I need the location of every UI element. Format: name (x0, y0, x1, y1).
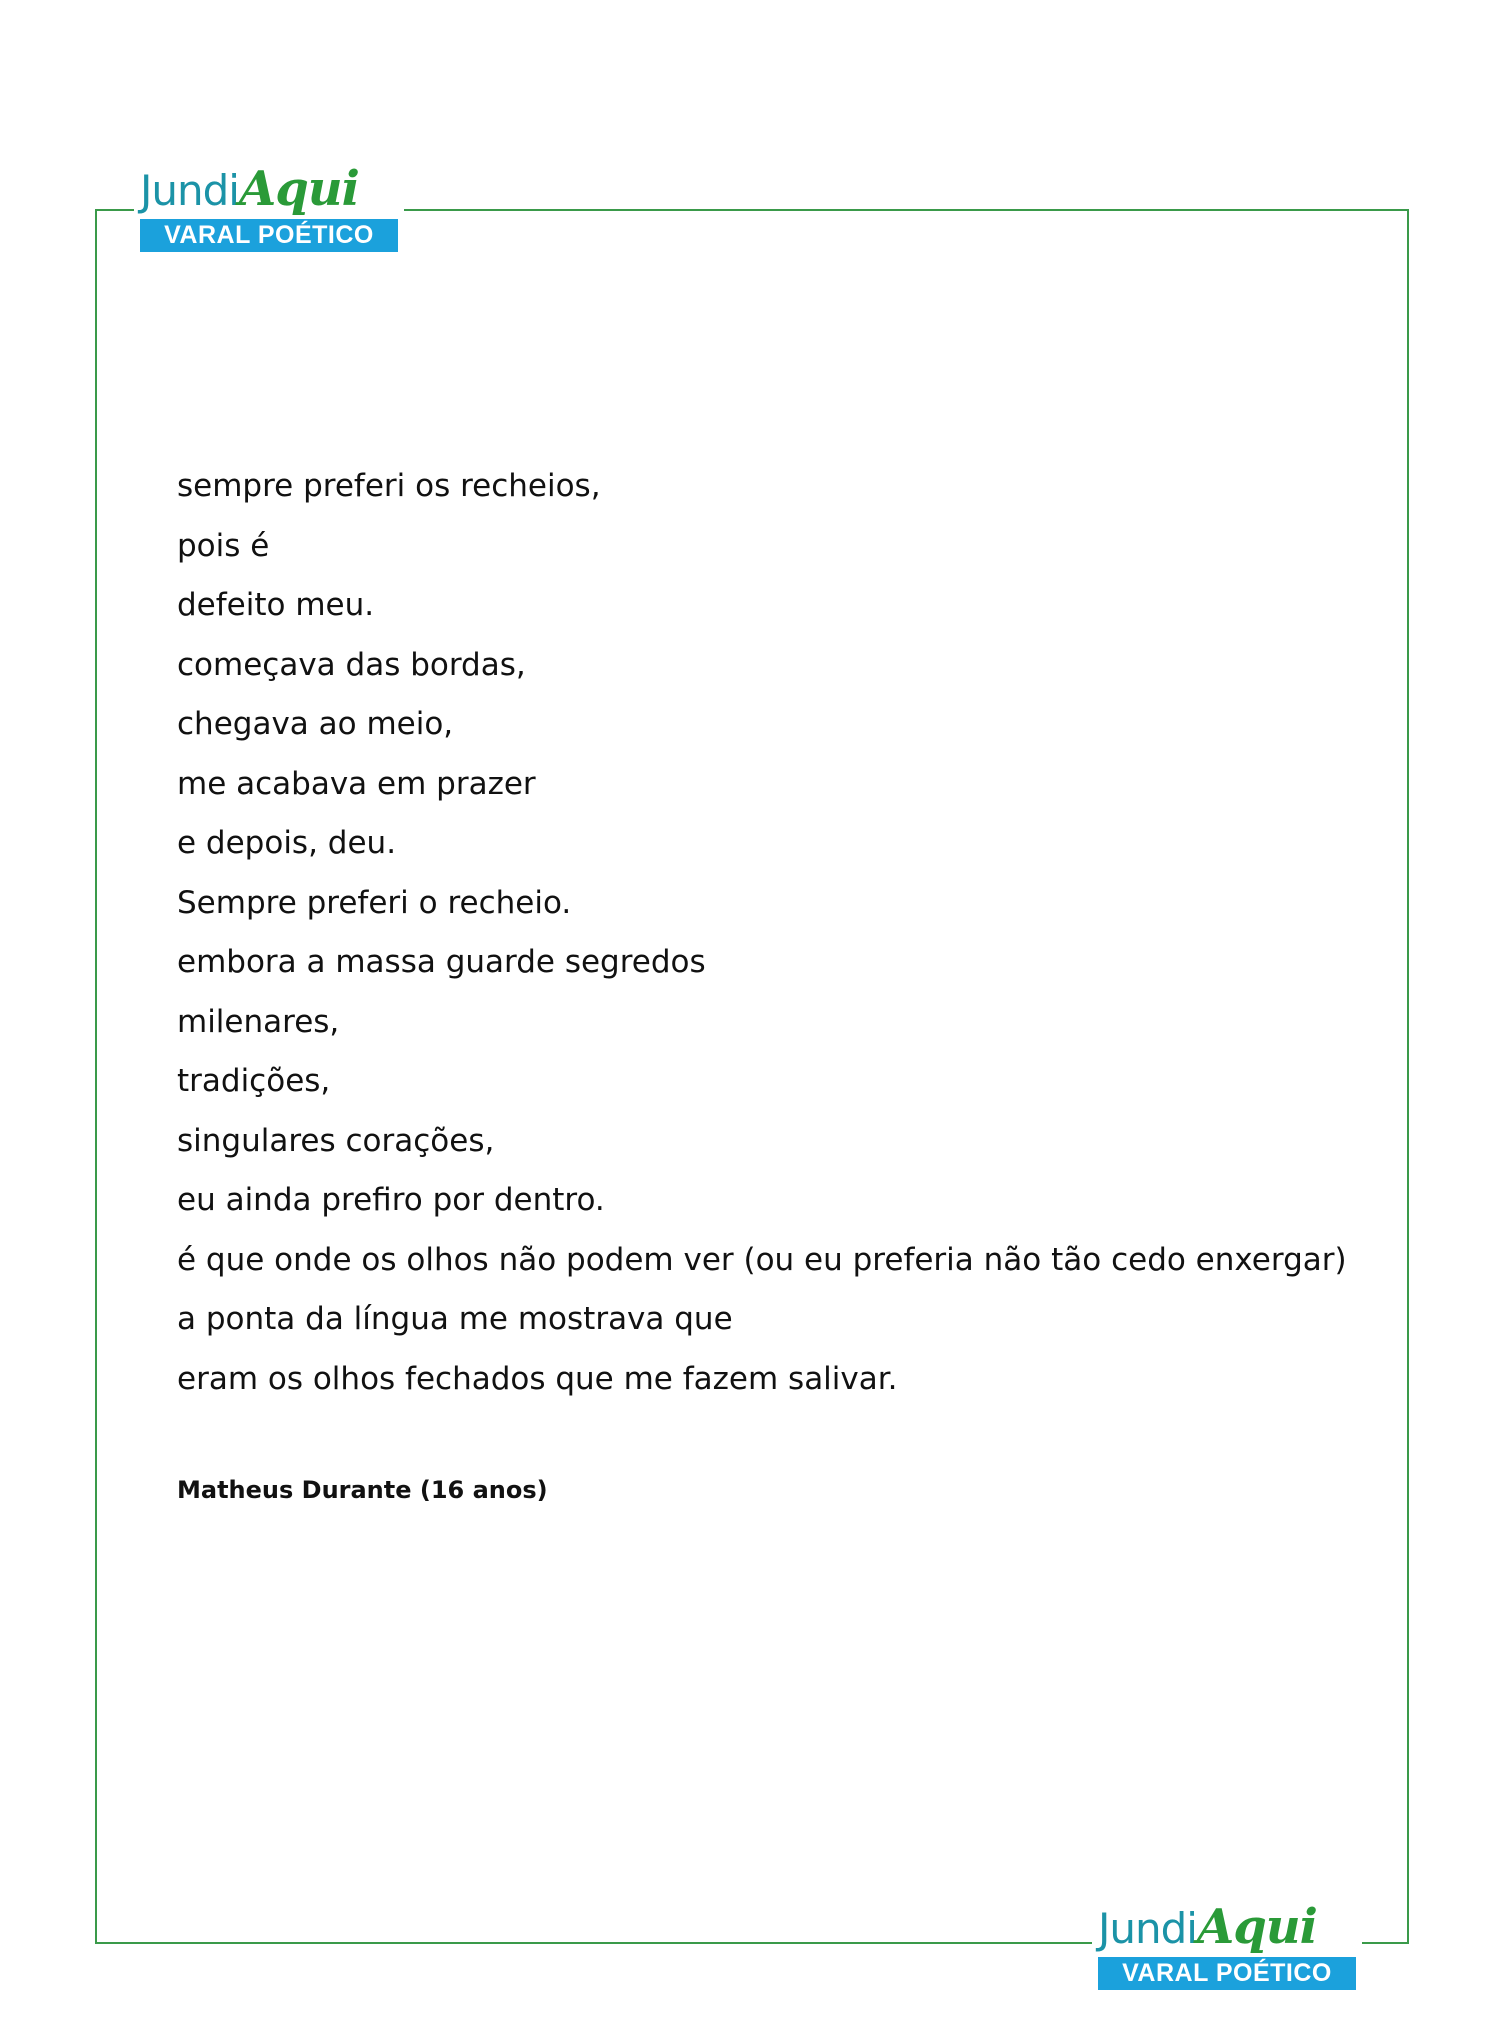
poem-line: e depois, deu. (177, 825, 397, 861)
logo-jundi: Jundi (140, 166, 239, 215)
poem-line: me acabava em prazer (177, 765, 536, 802)
poem-line: tradições, (177, 1063, 331, 1099)
poem-line: milenares, (177, 1003, 340, 1040)
footer-logo (1092, 1898, 1362, 1990)
poem-line: embora a massa guarde segredos (177, 944, 706, 980)
poem-line: defeito meu. (177, 587, 375, 623)
logo-aqui: Aqui (238, 161, 359, 217)
poem-line: a ponta da língua me mostrava que (177, 1301, 733, 1337)
poem-body (177, 457, 1347, 1409)
header-logo (134, 160, 404, 252)
poem-line: pois é (177, 527, 270, 564)
poem-line: começava das bordas, (177, 646, 526, 683)
poem-author: Matheus Durante (16 anos) (177, 1476, 548, 1504)
logo-jundi: Jundi (1098, 1904, 1197, 1953)
logo-wordmark (140, 160, 398, 218)
logo-banner: VARAL POÉTICO (140, 219, 398, 252)
poem-line: chegava ao meio, (177, 706, 454, 742)
poem-line: eram os olhos fechados que me fazem salivar. (177, 1360, 898, 1397)
poem-line: eu ainda prefiro por dentro. (177, 1182, 605, 1218)
poem-line: Sempre preferi o recheio. (177, 884, 572, 921)
poem-line: sempre preferi os recheios, (177, 468, 601, 504)
poem-line: singulares corações, (177, 1122, 495, 1159)
poem-line: é que onde os olhos não podem ver (ou eu preferia não tão cedo enxergar) (177, 1241, 1347, 1278)
logo-banner: VARAL POÉTICO (1098, 1957, 1356, 1990)
logo-aqui: Aqui (1196, 1899, 1317, 1955)
logo-wordmark (1098, 1898, 1356, 1956)
